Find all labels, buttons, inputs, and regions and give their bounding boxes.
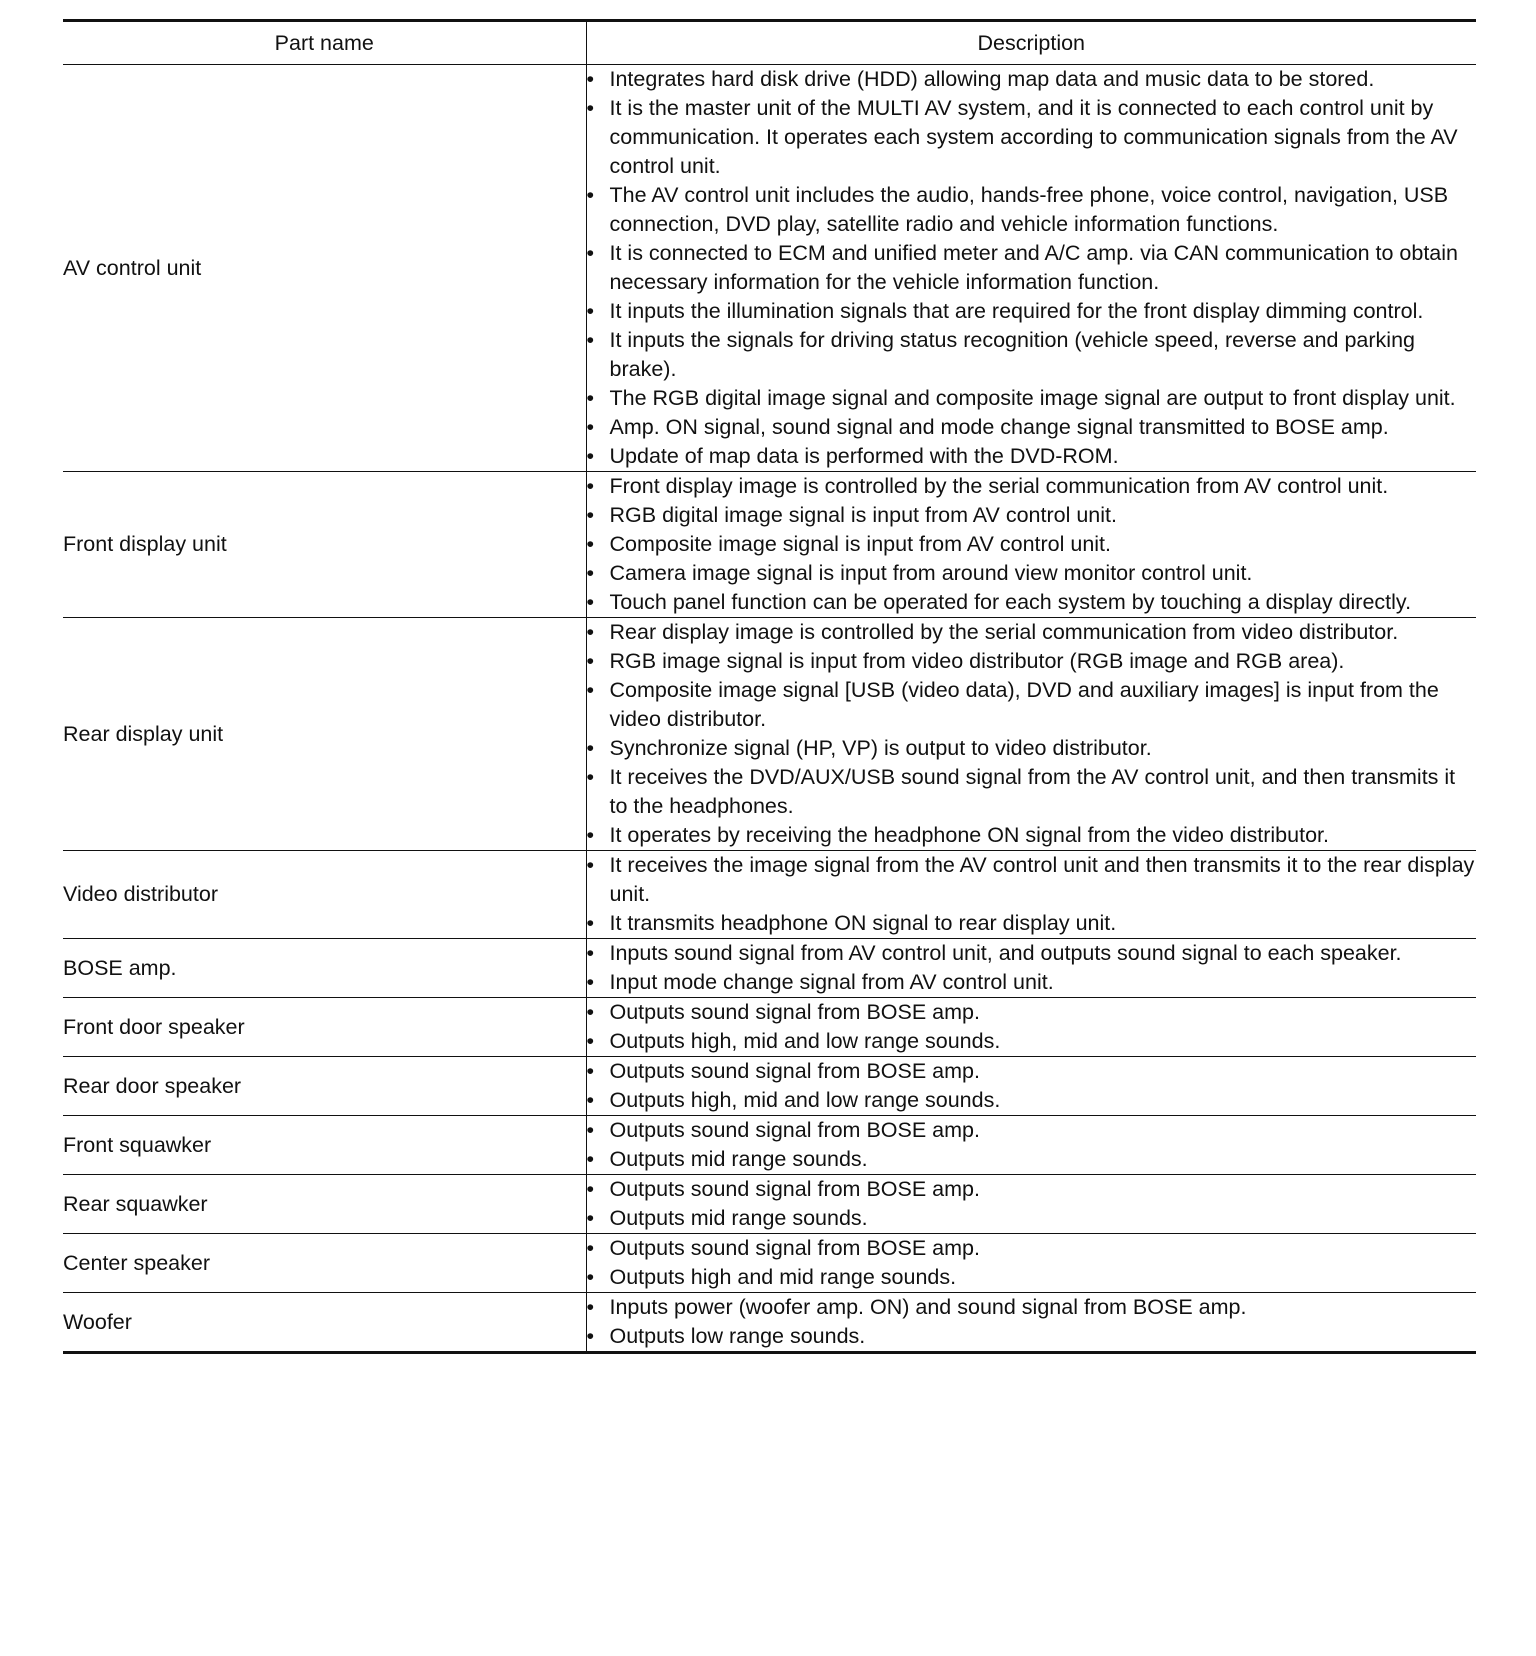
header-part-name: Part name xyxy=(63,21,586,65)
description-cell xyxy=(586,1057,1476,1116)
description-item: • Composite image signal is input from AV control unit. xyxy=(587,530,1477,559)
description-cell xyxy=(586,1293,1476,1353)
description-item: • The AV control unit includes the audio, hands-free phone, voice control, navigation, USB connection, DVD play, satellite radio and vehicle information functions. xyxy=(587,181,1477,239)
description-item: • It is connected to ECM and unified meter and A/C amp. via CAN communication to obtain necessary information for the vehicle information function. xyxy=(587,239,1477,297)
description-item: • It receives the image signal from the AV control unit and then transmits it to the rear display unit. xyxy=(587,851,1477,909)
description-list xyxy=(587,1293,1477,1351)
description-item: • Outputs mid range sounds. xyxy=(587,1145,1477,1174)
table-row xyxy=(63,851,1476,939)
description-list xyxy=(587,472,1477,617)
description-item: • Synchronize signal (HP, VP) is output to video distributor. xyxy=(587,734,1477,763)
description-item: • Integrates hard disk drive (HDD) allowing map data and music data to be stored. xyxy=(587,65,1477,94)
description-item: • It is the master unit of the MULTI AV system, and it is connected to each control unit by communication. It operates each system according to communication signals from the AV control unit. xyxy=(587,94,1477,181)
part-name-cell: Woofer xyxy=(63,1293,586,1353)
part-name-cell: Center speaker xyxy=(63,1234,586,1293)
description-list xyxy=(587,1116,1477,1174)
description-list xyxy=(587,618,1477,850)
part-name-cell: Rear display unit xyxy=(63,618,586,851)
description-list xyxy=(587,1057,1477,1115)
description-item: • Input mode change signal from AV control unit. xyxy=(587,968,1477,997)
description-item: • The RGB digital image signal and composite image signal are output to front display unit. xyxy=(587,384,1477,413)
description-list xyxy=(587,939,1477,997)
description-list xyxy=(587,1175,1477,1233)
part-name-cell: Front display unit xyxy=(63,472,586,618)
description-cell xyxy=(586,618,1476,851)
description-item: • Update of map data is performed with the DVD-ROM. xyxy=(587,442,1477,471)
header-row xyxy=(63,21,1476,65)
description-item: • Outputs mid range sounds. xyxy=(587,1204,1477,1233)
description-item: • Front display image is controlled by the serial communication from AV control unit. xyxy=(587,472,1477,501)
description-item: • It transmits headphone ON signal to rear display unit. xyxy=(587,909,1477,938)
description-item: • Composite image signal [USB (video data), DVD and auxiliary images] is input from the video distributor. xyxy=(587,676,1477,734)
description-cell xyxy=(586,851,1476,939)
table-row xyxy=(63,1293,1476,1353)
part-name-cell: Rear door speaker xyxy=(63,1057,586,1116)
description-item: • Amp. ON signal, sound signal and mode change signal transmitted to BOSE amp. xyxy=(587,413,1477,442)
part-name-cell: Front door speaker xyxy=(63,998,586,1057)
description-item: • Outputs high and mid range sounds. xyxy=(587,1263,1477,1292)
part-name-cell: AV control unit xyxy=(63,65,586,472)
description-cell xyxy=(586,939,1476,998)
description-item: • Outputs sound signal from BOSE amp. xyxy=(587,998,1477,1027)
description-item: • Camera image signal is input from around view monitor control unit. xyxy=(587,559,1477,588)
table-header xyxy=(63,21,1476,65)
header-description: Description xyxy=(586,21,1476,65)
table-row xyxy=(63,1234,1476,1293)
parts-description-table xyxy=(63,19,1476,1354)
description-cell xyxy=(586,1175,1476,1234)
description-cell xyxy=(586,65,1476,472)
description-item: • Outputs sound signal from BOSE amp. xyxy=(587,1116,1477,1145)
part-name-cell: Front squawker xyxy=(63,1116,586,1175)
description-item: • RGB image signal is input from video distributor (RGB image and RGB area). xyxy=(587,647,1477,676)
description-item: • Outputs high, mid and low range sounds. xyxy=(587,1027,1477,1056)
description-list xyxy=(587,1234,1477,1292)
description-item: • Outputs sound signal from BOSE amp. xyxy=(587,1234,1477,1263)
description-cell xyxy=(586,472,1476,618)
description-item: • Touch panel function can be operated for each system by touching a display directly. xyxy=(587,588,1477,617)
table-row xyxy=(63,1057,1476,1116)
table-row xyxy=(63,1175,1476,1234)
description-list xyxy=(587,65,1477,471)
part-name-cell: Rear squawker xyxy=(63,1175,586,1234)
description-list xyxy=(587,851,1477,938)
table-row xyxy=(63,998,1476,1057)
description-item: • Inputs power (woofer amp. ON) and sound signal from BOSE amp. xyxy=(587,1293,1477,1322)
description-item: • It operates by receiving the headphone ON signal from the video distributor. xyxy=(587,821,1477,850)
table-row xyxy=(63,939,1476,998)
part-name-cell: BOSE amp. xyxy=(63,939,586,998)
description-item: • It receives the DVD/AUX/USB sound signal from the AV control unit, and then transmits it to the headphones. xyxy=(587,763,1477,821)
table-row xyxy=(63,472,1476,618)
description-item: • Outputs sound signal from BOSE amp. xyxy=(587,1057,1477,1086)
description-list xyxy=(587,998,1477,1056)
table-row xyxy=(63,618,1476,851)
description-cell xyxy=(586,1234,1476,1293)
description-item: • Outputs low range sounds. xyxy=(587,1322,1477,1351)
description-item: • Outputs sound signal from BOSE amp. xyxy=(587,1175,1477,1204)
part-name-cell: Video distributor xyxy=(63,851,586,939)
description-cell xyxy=(586,998,1476,1057)
table-row xyxy=(63,1116,1476,1175)
description-item: • Rear display image is controlled by the serial communication from video distributor. xyxy=(587,618,1477,647)
description-item: • It inputs the illumination signals that are required for the front display dimming control. xyxy=(587,297,1477,326)
description-cell xyxy=(586,1116,1476,1175)
table-body xyxy=(63,65,1476,1353)
description-item: • Outputs high, mid and low range sounds. xyxy=(587,1086,1477,1115)
description-item: • Inputs sound signal from AV control unit, and outputs sound signal to each speaker. xyxy=(587,939,1477,968)
description-item: • RGB digital image signal is input from AV control unit. xyxy=(587,501,1477,530)
description-item: • It inputs the signals for driving status recognition (vehicle speed, reverse and parking brake). xyxy=(587,326,1477,384)
table-row xyxy=(63,65,1476,472)
